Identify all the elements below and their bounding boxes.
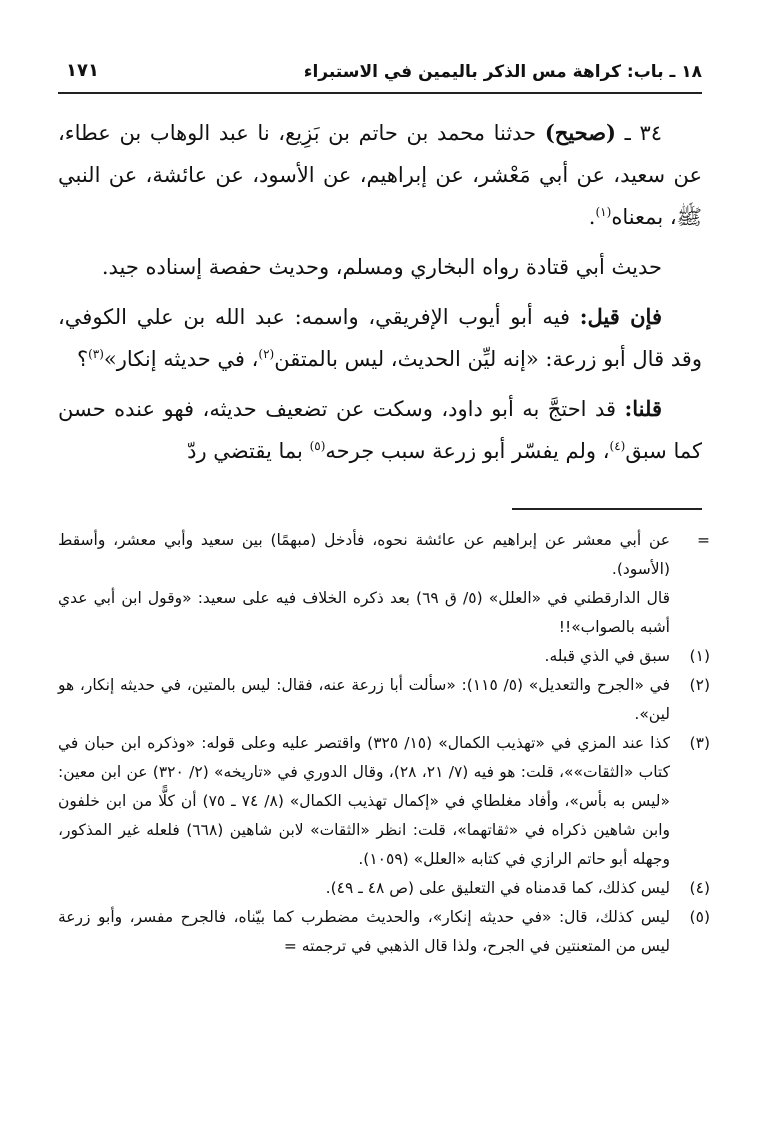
footnote-marker: (٥) <box>689 908 710 926</box>
page-number: ١٧١ <box>66 60 99 81</box>
footnote-marker: (٤) <box>689 879 710 897</box>
objection-text: فيه أبو أيوب الإفريقي، واسمه: عبد الله بن علي الكوفي، وقد قال أبو زرعة: «إنه ليِّن الحديث، ليس بالمتقن <box>58 305 702 371</box>
answer-text: قد احتجَّ به أبو داود، وسكت عن تضعيف حديثه، فهو عنده حسن كما سبق <box>58 397 702 463</box>
footnote <box>58 729 710 874</box>
objection-text-cont: ، في حديثه إنكار» <box>103 347 259 371</box>
footnote <box>58 874 710 903</box>
footnote <box>58 584 710 642</box>
footnote-ref-5[interactable]: (٥) <box>309 439 326 453</box>
hadith-text: حدثنا محمد بن حاتم بن بَزِيع، نا عبد الوهاب بن عطاء، عن سعيد، عن أبي مَعْشر، عن إبراهيم، عن الأسود، عن عائشة، عن النبي ﷺ، بمعناه <box>58 121 702 229</box>
footnote-text: كذا عند المزي في «تهذيب الكمال» (١٥/ ٣٢٥) واقتصر عليه وعلى قوله: «وذكره ابن حبان في كتاب «الثقات»»، قلت: هو فيه (٧/ ٢١، ٢٨)، وقال الدوري في «تاريخه» (٢/ ٣٢٠) عن ابن معين: «ليس به بأس»، وأفاد مغلطاي في «إكمال تهذيب الكمال» (٨/ ٧٤ ـ ٧٥) أن كلًّا من ابن خلفون وابن شاهين ذكراه في «ثقاتهما»، قلت: انظر «الثقات» لابن شاهين (٦٦٨) فلعله غير المذكور، وجهله أبو حاتم الرازي في كتابه «العلل» (١٠٥٩). <box>58 734 671 868</box>
answer-label: قلنا: <box>624 396 662 421</box>
footnote <box>58 903 710 961</box>
footnote <box>58 671 710 729</box>
footnote-separator <box>512 508 702 510</box>
footnote-text: قال الدارقطني في «العلل» (٥/ ق ٦٩) بعد ذكره الخلاف فيه على سعيد: «وقول ابن أبي عدي أشبه بالصواب»!! <box>58 589 670 636</box>
footnote-ref-1[interactable]: (١) <box>595 205 612 219</box>
footnote-ref-4[interactable]: (٤) <box>609 439 626 453</box>
footnote-ref-2[interactable]: (٢) <box>258 347 275 361</box>
footnotes <box>58 526 710 961</box>
footnote-marker: (٣) <box>689 734 710 752</box>
commentary-paragraph: حديث أبي قتادة رواه البخاري ومسلم، وحديث حفصة إسناده جيد. <box>101 255 662 279</box>
grade-label: (صحيح) <box>544 120 616 145</box>
running-header <box>58 52 702 94</box>
answer-text-cont: ، ولم يفسّر أبو زرعة سبب جرحه <box>325 439 610 463</box>
objection-paragraph <box>58 296 702 380</box>
chapter-title: ١٨ ـ باب: كراهة مس الذكر باليمين في الاستبراء <box>303 62 702 82</box>
footnote-text: سبق في الذي قبله. <box>544 647 670 665</box>
footnote-marker: (١) <box>689 647 710 665</box>
footnote-marker: (٢) <box>689 676 710 694</box>
footnote-ref-3[interactable]: (٣) <box>88 347 104 361</box>
answer-paragraph <box>58 388 702 472</box>
footnote-text: ليس كذلك، كما قدمناه في التعليق على (ص ٤٨ ـ ٤٩). <box>325 879 670 897</box>
footnote <box>58 642 710 671</box>
footnote <box>58 526 710 584</box>
footnote-text: في «الجرح والتعديل» (٥/ ١١٥): «سألت أبا زرعة عنه، فقال: ليس بالمتين، في حديثه إنكار، هو لين». <box>58 676 670 723</box>
footnote-text: عن أبي معشر عن إبراهيم عن عائشة نحوه، فأدخل (مبهمًا) بين سعيد وأبي معشر، وأسقط (الأسود). <box>58 531 670 578</box>
objection-label: فإن قيل: <box>579 304 662 329</box>
question-mark: ؟ <box>76 347 89 371</box>
footnote-text: ليس كذلك، قال: «في حديثه إنكار»، والحديث مضطرب كما بيّناه، فالجرح مفسر، وأبو زرعة ليس من المتعنتين في الجرح، ولذا قال الذهبي في ترجمته = <box>58 908 670 955</box>
footnote-marker <box>670 584 710 642</box>
main-text <box>58 112 702 480</box>
hadith-paragraph: ٣٤ ـ (صحيح) حدثنا محمد بن حاتم بن بَزِيع، نا عبد الوهاب بن عطاء، عن سعيد، عن أبي مَعْشر، عن إبراهيم، عن الأسود، عن عائشة، عن النبي ﷺ، بمعناه$^{(١)}$. <box>58 120 702 229</box>
footnote-marker: = <box>697 531 710 549</box>
hadith-number: ٣٤ ـ <box>624 121 662 145</box>
answer-text-end: بما يقتضي ردّ <box>187 439 310 463</box>
